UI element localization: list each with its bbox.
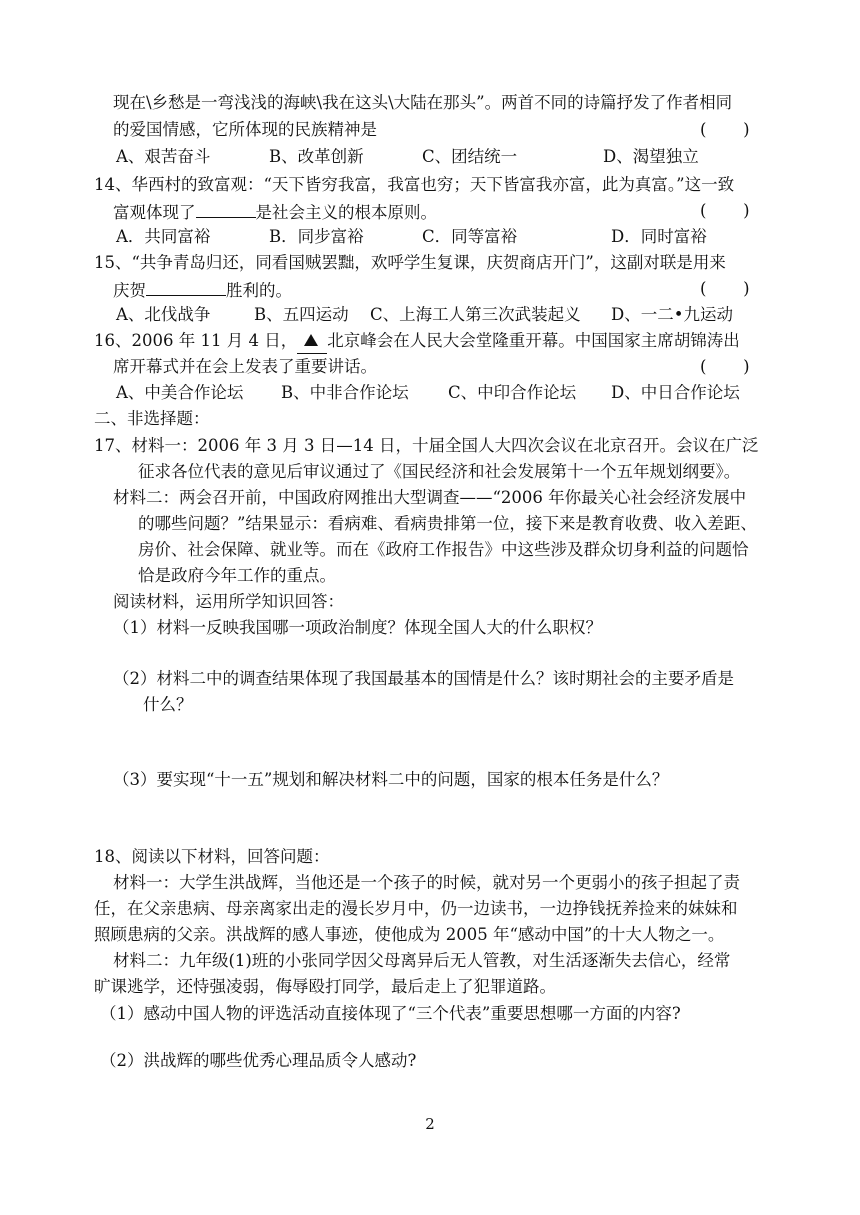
q16-line1-post: 北京峰会在人民大会堂隆重开幕。中国国家主席胡锦涛出 xyxy=(327,331,740,350)
q16-blank xyxy=(297,329,327,354)
q15-option-a: A、北伐战争 xyxy=(116,305,211,324)
q15-option-d: D、一二•九运动 xyxy=(611,305,733,324)
section-heading: 二、非选择题： xyxy=(94,409,210,428)
q16-line1-pre: 16、2006 年 11 月 4 日， xyxy=(94,331,298,350)
q17-line2: 征求各位代表的意见后审议通过了《国民经济和社会发展第十一个五年规划纲要》。 xyxy=(138,462,741,481)
q13-option-a: A、艰苦奋斗 xyxy=(116,147,211,166)
q17-sub3: （3）要实现“十一五”规划和解决材料二中的问题，国家的根本任务是什么？ xyxy=(113,770,669,789)
q16-answer-paren: ( ) xyxy=(700,357,750,376)
q18-material1-line3: 照顾患病的父亲。洪战辉的感人事迹，使他成为 2005 年“感动中国”的十大人物之一。 xyxy=(94,925,725,944)
q15-line2-post: 胜利的。 xyxy=(226,281,292,300)
q15-option-b: B、五四运动 xyxy=(254,305,349,324)
q16-option-b: B、中非合作论坛 xyxy=(281,383,409,402)
q15-answer-paren: ( ) xyxy=(700,279,750,298)
q17-material2-line1: 材料二：两会召开前，中国政府网推出大型调查——“2006 年你最关心社会经济发展中 xyxy=(113,488,747,507)
q18-sub2: （2）洪战辉的哪些优秀心理品质令人感动? xyxy=(100,1051,417,1070)
q14-option-d: D．同时富裕 xyxy=(611,227,707,246)
q14-line2-pre: 富观体现了 xyxy=(113,203,196,222)
q18-material1-line2: 任，在父亲患病、母亲离家出走的漫长岁月中，仍一边读书，一边挣钱抚养捡来的妹妹和 xyxy=(94,899,738,918)
q14-option-c: C．同等富裕 xyxy=(422,227,518,246)
q15-option-c: C、上海工人第三次武装起义 xyxy=(370,305,581,324)
q17-material2-line3: 房价、社会保障、就业等。而在《政府工作报告》中这些涉及群众切身利益的问题恰 xyxy=(138,540,749,559)
q16-option-c: C、中印合作论坛 xyxy=(448,383,577,402)
q16-option-d: D、中日合作论坛 xyxy=(611,383,740,402)
q14-options xyxy=(116,225,756,249)
q18-material2-line2: 旷课逃学，还恃强凌弱，侮辱殴打同学，最后走上了犯罪道路。 xyxy=(94,977,556,996)
q18-material2-line1: 材料二：九年级(1)班的小张同学因父母离异后无人管教，对生活逐渐失去信心，经常 xyxy=(113,951,731,970)
q16-options xyxy=(116,381,756,405)
q15-line1: 15、“共争青岛归还，同看国贼罢黜，欢呼学生复课，庆贺商店开门”，这副对联是用来 xyxy=(94,253,726,272)
q13-options xyxy=(116,145,756,169)
q14-answer-paren: ( ) xyxy=(700,201,750,220)
q14-blank xyxy=(196,199,256,218)
triangle-icon xyxy=(304,334,318,346)
q13-answer-paren: ( ) xyxy=(700,120,750,139)
q18-material1-line1: 材料一：大学生洪战辉，当他还是一个孩子的时候，就对另一个更弱小的孩子担起了责 xyxy=(113,873,740,892)
q13-option-d: D、渴望独立 xyxy=(603,147,699,166)
q18-line1: 18、阅读以下材料，回答问题： xyxy=(94,847,330,866)
q17-sub2-line1: （2）材料二中的调查结果体现了我国最基本的国情是什么？该时期社会的主要矛盾是 xyxy=(113,669,734,688)
q13-line1: 现在\乡愁是一弯浅浅的海峡\我在这头\大陆在那头”。两首不同的诗篇抒发了作者相同 xyxy=(113,93,733,112)
q15-line2 xyxy=(113,277,292,303)
q17-sub1: （1）材料一反映我国哪一项政治制度？体现全国人大的什么职权？ xyxy=(113,618,602,637)
q17-sub2-line2: 什么？ xyxy=(143,695,193,714)
q14-line1: 14、华西村的致富观：“天下皆穷我富，我富也穷；天下皆富我亦富，此为真富。”这一致 xyxy=(94,175,735,194)
q14-option-b: B．同步富裕 xyxy=(269,227,364,246)
q17-material2-line2: 的哪些问题？”结果显示：看病难、看病贵排第一位，接下来是教育收费、收入差距、 xyxy=(138,514,757,533)
q17-material2-line4: 恰是政府今年工作的重点。 xyxy=(138,566,336,585)
q13-option-b: B、改革创新 xyxy=(269,147,364,166)
q16-line1 xyxy=(94,329,740,354)
q17-line1: 17、材料一：2006 年 3 月 3 日—14 日，十届全国人大四次会议在北京召开。会议在广泛 xyxy=(94,436,759,455)
page-number: 2 xyxy=(425,1115,435,1133)
q13-option-c: C、团结统一 xyxy=(422,147,518,166)
q14-line2 xyxy=(113,199,437,225)
q14-option-a: A．共同富裕 xyxy=(116,227,211,246)
q15-options xyxy=(116,303,756,327)
q15-line2-pre: 庆贺 xyxy=(113,281,146,300)
q15-blank xyxy=(146,277,226,296)
q16-line2: 席开幕式并在会上发表了重要讲话。 xyxy=(113,357,377,376)
q14-line2-post: 是社会主义的根本原则。 xyxy=(255,203,437,222)
q16-option-a: A、中美合作论坛 xyxy=(116,383,244,402)
q17-prompt: 阅读材料，运用所学知识回答： xyxy=(113,592,344,611)
q13-line2: 的爱国情感，它所体现的民族精神是 xyxy=(113,120,377,139)
q18-sub1: （1）感动中国人物的评选活动直接体现了“三个代表”重要思想哪一方面的内容? xyxy=(100,1004,681,1023)
